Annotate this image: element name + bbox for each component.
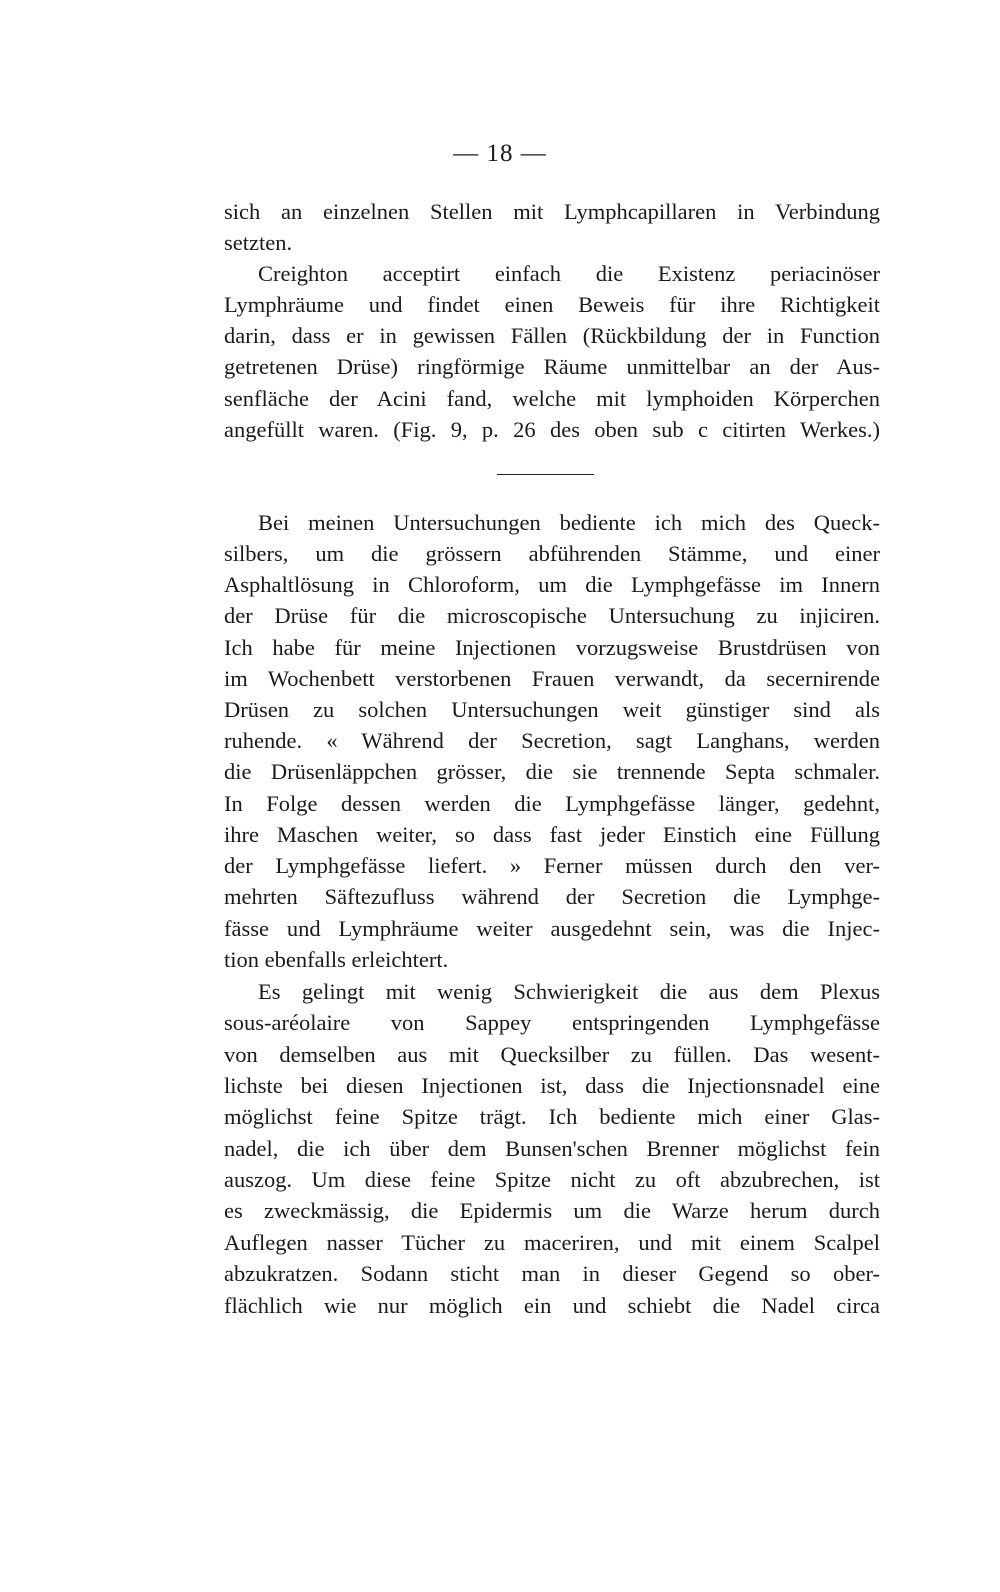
- text-line: senfläche der Acini fand, welche mit lymphoiden Körperchen: [224, 386, 880, 411]
- text-line: ihre Maschen weiter, so dass fast jeder Einstich eine Füllung: [224, 822, 880, 847]
- text-line: ruhende. « Während der Secretion, sagt Langhans, werden: [224, 728, 880, 753]
- text-line: tion ebenfalls erleichtert.: [224, 947, 449, 972]
- text-line: die Drüsenläppchen grösser, die sie trennende Septa schmaler.: [224, 759, 880, 784]
- text-line: es zweckmässig, die Epidermis um die Warze herum durch: [224, 1198, 880, 1223]
- text-line: Creighton acceptirt einfach die Existenz periacinöser: [258, 261, 880, 286]
- text-line: flächlich wie nur möglich ein und schiebt die Nadel circa: [224, 1293, 880, 1318]
- section-divider: [497, 474, 594, 475]
- text-line: der Drüse für die microscopische Untersuchung zu injiciren.: [224, 603, 880, 628]
- text-line: Drüsen zu solchen Untersuchungen weit günstiger sind als: [224, 697, 880, 722]
- text-line: Es gelingt mit wenig Schwierigkeit die aus dem Plexus: [258, 979, 880, 1004]
- text-line: der Lymphgefässe liefert. » Ferner müssen durch den ver-: [224, 853, 880, 878]
- text-line: mehrten Säftezufluss während der Secretion die Lymphge-: [224, 884, 880, 909]
- text-line: lichste bei diesen Injectionen ist, dass die Injectionsnadel eine: [224, 1073, 880, 1098]
- text-line: sich an einzelnen Stellen mit Lymphcapillaren in Verbindung: [224, 199, 880, 224]
- text-line: Bei meinen Untersuchungen bediente ich mich des Queck-: [258, 510, 880, 535]
- text-line: sous-aréolaire von Sappey entspringenden Lymphgefässe: [224, 1010, 880, 1035]
- text-line: nadel, die ich über dem Bunsen'schen Brenner möglichst fein: [224, 1136, 880, 1161]
- text-line: Lymphräume und findet einen Beweis für ihre Richtigkeit: [224, 292, 880, 317]
- text-line: abzukratzen. Sodann sticht man in dieser Gegend so ober-: [224, 1261, 880, 1286]
- text-line: setzten.: [224, 230, 293, 255]
- page-number: — 18 —: [453, 140, 547, 167]
- text-line: getretenen Drüse) ringförmige Räume unmittelbar an der Aus-: [224, 354, 880, 379]
- text-line: fässe und Lymphräume weiter ausgedehnt sein, was die Injec-: [224, 916, 880, 941]
- text-line: angefüllt waren. (Fig. 9, p. 26 des oben sub c citirten Werkes.): [224, 417, 880, 442]
- text-line: von demselben aus mit Quecksilber zu füllen. Das wesent-: [224, 1042, 880, 1067]
- text-line: darin, dass er in gewissen Fällen (Rückbildung der in Function: [224, 323, 880, 348]
- text-line: auszog. Um diese feine Spitze nicht zu oft abzubrechen, ist: [224, 1167, 880, 1192]
- text-line: Ich habe für meine Injectionen vorzugsweise Brustdrüsen von: [224, 635, 880, 660]
- text-line: im Wochenbett verstorbenen Frauen verwandt, da secernirende: [224, 666, 880, 691]
- text-line: Asphaltlösung in Chloroform, um die Lymphgefässe im Innern: [224, 572, 880, 597]
- text-line: In Folge dessen werden die Lymphgefässe länger, gedehnt,: [224, 791, 880, 816]
- text-line: möglichst feine Spitze trägt. Ich bediente mich einer Glas-: [224, 1104, 880, 1129]
- text-line: silbers, um die grössern abführenden Stämme, und einer: [224, 541, 880, 566]
- text-line: Auflegen nasser Tücher zu maceriren, und mit einem Scalpel: [224, 1230, 880, 1255]
